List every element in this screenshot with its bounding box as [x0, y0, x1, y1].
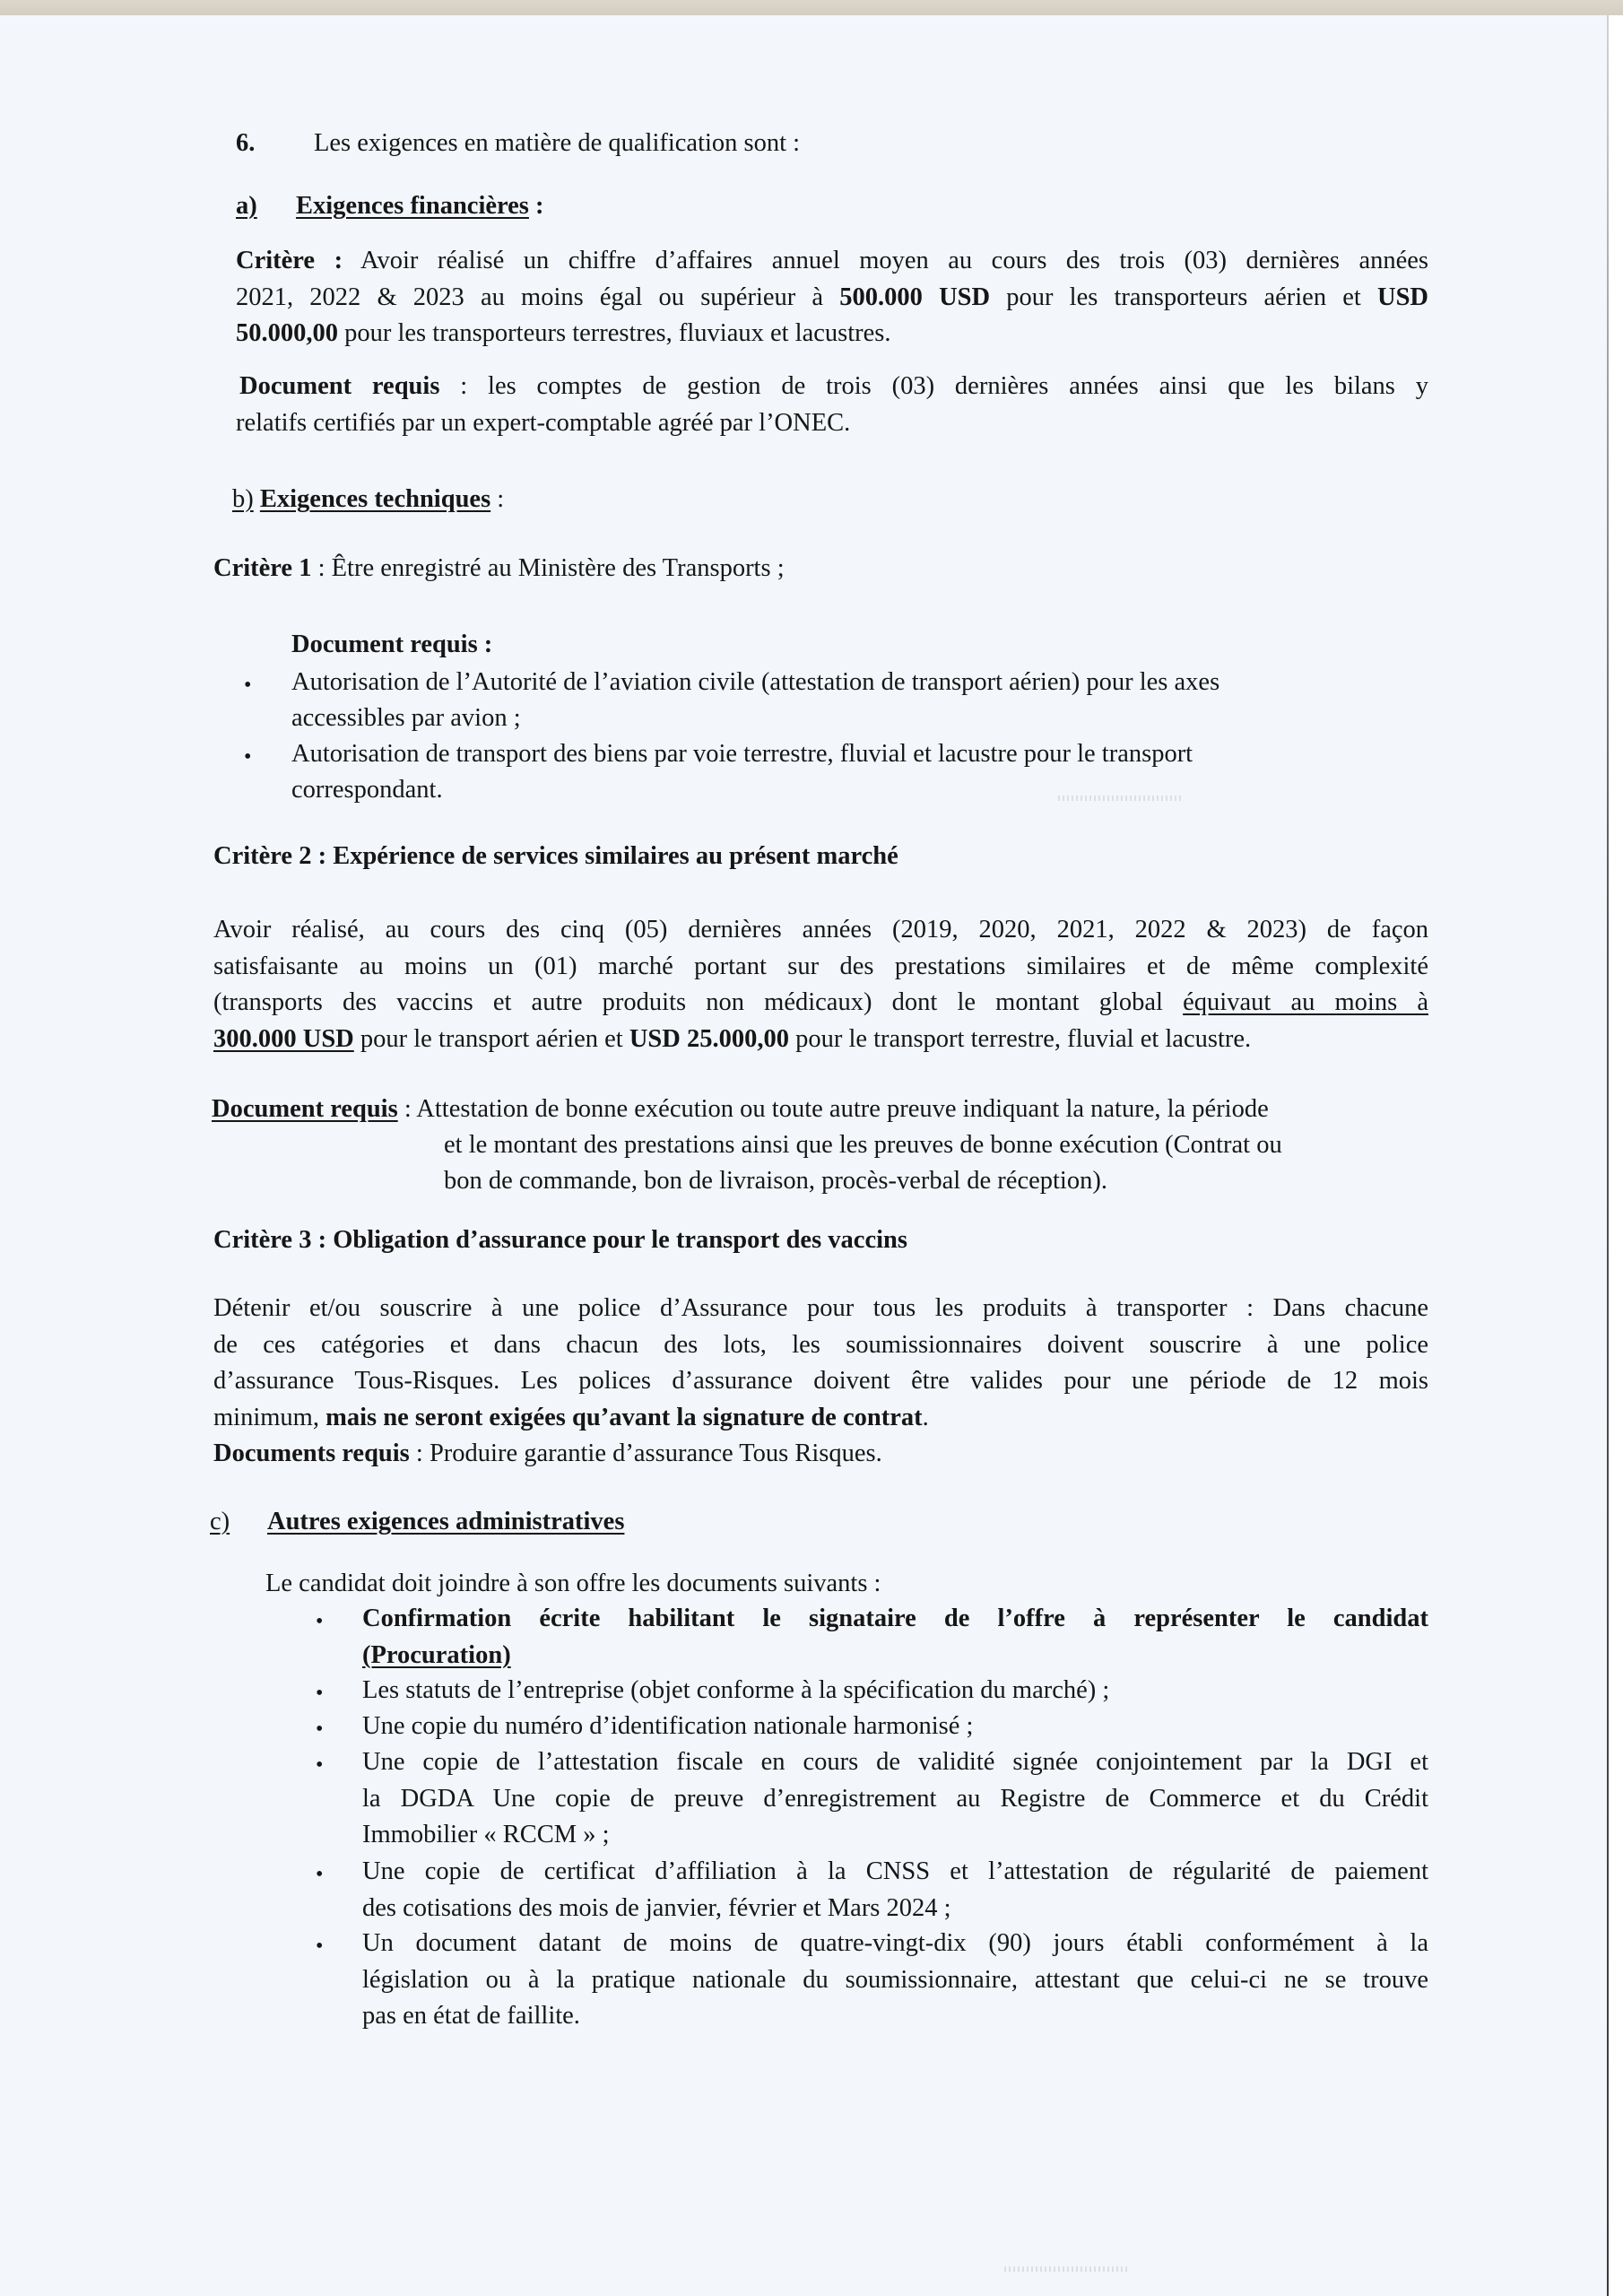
bullet-icon: • [316, 1718, 324, 1741]
financial-criterion: Critère : Avoir réalisé un chiffre d’affaires annuel moyen au cours des trois (03) dernières années 2021, 2022 & 2023 au moins égal ou supérieur à 500.000 USD pour les transporteurs aérien et USD 50.000,00 pour les transporteurs terrestres, fluviaux et lacustres. [236, 247, 1428, 347]
criterion-3-heading: Critère 3 : Obligation d’assurance pour le transport des vaccins [213, 1226, 907, 1254]
scan-artifact [1004, 2266, 1130, 2272]
subsection-a-label: a) [236, 192, 257, 220]
section-number: 6. [236, 129, 256, 157]
section-heading [236, 126, 255, 161]
scanner-right-margin [1609, 15, 1623, 2296]
criterion-2-doc-line-3: bon de commande, bon de livraison, procès-verbal de réception). [444, 1167, 1107, 1195]
scan-artifact [1058, 796, 1184, 801]
list-item: Confirmation écrite habilitant le signataire de l’offre à représenter le candidat (Procuration) [362, 1605, 1428, 1669]
list-item: Une copie du numéro d’identification nationale harmonisé ; [362, 1712, 974, 1740]
list-item: Les statuts de l’entreprise (objet conforme à la spécification du marché) ; [362, 1676, 1110, 1704]
criterion-3-text: Détenir et/ou souscrire à une police d’Assurance pour tous les produits à transporter : Dans chacune de ces catégories et dans chacun des lots, les soumissionnaires doivent souscrire à une police d’assurance Tous-Risques. Les polices d’assurance doivent être valides pour une période de 12 mois minimum, mais ne seront exigées qu’avant la signature de contrat. [213, 1294, 1428, 1431]
list-item: Une copie de l’attestation fiscale en cours de validité signée conjointement par la DGI et la DGDA Une copie de preuve d’enregistrement au Registre de Commerce et du Crédit Immobilier « RCCM » ; [362, 1748, 1428, 1848]
document-page [0, 15, 1607, 2296]
amount-land: USD 25.000,00 [629, 1024, 789, 1053]
subsection-c-title: Autres exigences administratives [267, 1508, 625, 1535]
section-intro: Les exigences en matière de qualification sont : [314, 129, 801, 157]
criterion-1-doc-heading: Document requis : [291, 631, 493, 658]
criterion-2-doc-line-2: et le montant des prestations ainsi que les preuves de bonne exécution (Contrat ou [444, 1131, 1282, 1159]
financial-document-required: Document requis : les comptes de gestion de trois (03) dernières années ainsi que les bilans y relatifs certifiés par un expert-comptable agréé par l’ONEC. [236, 372, 1428, 437]
criterion-2-text: Avoir réalisé, au cours des cinq (05) dernières années (2019, 2020, 2021, 2022 & 2023) de façon satisfaisante au moins un (01) marché portant sur des prestations similaires et de même complexité (transports des vaccins et autre produits non médicaux) dont le montant global équivaut au moins à 300.000 USD pour le transport aérien et USD 25.000,00 pour le transport terrestre, fluvial et lacustre. [213, 916, 1428, 1053]
amount-air: 500.000 USD [839, 283, 991, 311]
bullet-icon: • [316, 1753, 324, 1777]
criterion-1: Critère 1 : Être enregistré au Ministère des Transports ; [213, 554, 785, 582]
bullet-icon: • [316, 1863, 324, 1886]
criterion-2-doc-label: Document requis : Attestation de bonne exécution ou toute autre preuve indiquant la nature, la période [212, 1095, 1269, 1123]
amount-land: 50.000,00 [236, 319, 338, 347]
bullet-icon: • [244, 674, 252, 697]
bullet-icon: • [316, 1935, 324, 1958]
bullet-icon: • [316, 1610, 324, 1633]
bullet-icon: • [316, 1682, 324, 1705]
list-item: Autorisation de transport des biens par voie terrestre, fluvial et lacustre pour le transport correspondant. [291, 740, 1193, 804]
list-item: Un document datant de moins de quatre-vingt-dix (90) jours établi conformément à la législation ou à la pratique nationale du soumissionnaire, attestant que celui-ci ne se trouve pas en état de faillite. [362, 1929, 1428, 2030]
subsection-a-title: Exigences financières : [296, 192, 544, 220]
criterion-3-doc: Documents requis : Produire garantie d’assurance Tous Risques. [213, 1439, 882, 1467]
criterion-2-heading: Critère 2 : Expérience de services similaires au présent marché [213, 842, 898, 870]
scanner-top-edge [0, 0, 1623, 16]
subsection-c-label: c) [210, 1508, 230, 1535]
list-item: Une copie de certificat d’affiliation à la CNSS et l’attestation de régularité de paiement des cotisations des mois de janvier, février et Mars 2024 ; [362, 1857, 1428, 1922]
subsection-b-heading: b) Exigences techniques : [232, 485, 505, 513]
administrative-intro: Le candidat doit joindre à son offre les documents suivants : [265, 1570, 881, 1597]
amount-air: 300.000 USD [213, 1024, 354, 1053]
list-item: Autorisation de l’Autorité de l’aviation civile (attestation de transport aérien) pour les axes accessibles par avion ; [291, 668, 1220, 732]
bullet-icon: • [244, 745, 252, 769]
